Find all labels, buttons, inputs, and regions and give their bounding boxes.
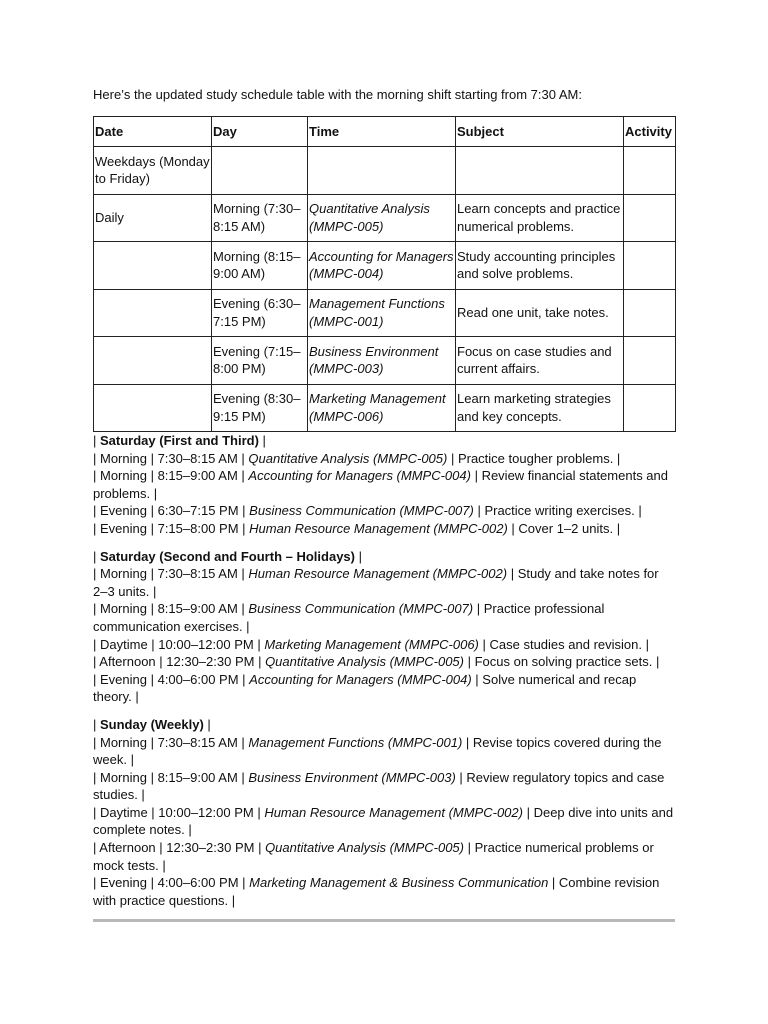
- header-activity: Activity: [624, 117, 676, 147]
- activity-cell: Learn marketing strategies and key concepts.: [456, 384, 624, 432]
- table-cell: [624, 289, 676, 337]
- table-row: [94, 242, 676, 290]
- table-cell: [624, 384, 676, 432]
- table-cell: [212, 147, 308, 195]
- activity-cell: Focus on case studies and current affairs.: [456, 337, 624, 385]
- section-title: | Sunday (Weekly) |: [93, 716, 211, 732]
- activity-cell: Learn concepts and practice numerical problems.: [456, 194, 624, 242]
- table-cell: [308, 147, 456, 195]
- schedule-line: | Daytime | 10:00–12:00 PM | Human Resource Management (MMPC-002) | Deep dive into units and complete notes. |: [93, 804, 674, 838]
- table-row: [94, 194, 676, 242]
- schedule-line: | Daytime | 10:00–12:00 PM | Marketing Management (MMPC-006) | Case studies and revision. |: [93, 636, 649, 652]
- schedule-line: | Afternoon | 12:30–2:30 PM | Quantitative Analysis (MMPC-005) | Practice numerical problems or mock tests. |: [93, 840, 654, 873]
- subject-cell: Business Environment (MMPC-003): [308, 337, 456, 385]
- table-cell: [94, 289, 212, 337]
- table-cell: [624, 337, 676, 385]
- subject-cell: Quantitative Analysis (MMPC-005): [308, 194, 456, 242]
- subject-cell: Accounting for Managers (MMPC-004): [308, 242, 456, 290]
- section-sunday-weekly: [93, 716, 675, 910]
- schedule-line: | Evening | 6:30–7:15 PM | Business Communication (MMPC-007) | Practice writing exercises. |: [93, 503, 642, 519]
- weekdays-label: Weekdays (Monday to Friday): [94, 147, 212, 195]
- activity-cell: Read one unit, take notes.: [456, 289, 624, 337]
- table-row: [94, 384, 676, 432]
- header-time: Time: [308, 117, 456, 147]
- header-day: Day: [212, 117, 308, 147]
- table-cell: [94, 242, 212, 290]
- daily-label: Daily: [94, 194, 212, 242]
- section-title: | Saturday (Second and Fourth – Holidays) |: [93, 548, 362, 564]
- table-row-weekdays: [94, 147, 676, 195]
- table-cell: [94, 337, 212, 385]
- section-title: | Saturday (First and Third) |: [93, 433, 266, 448]
- table-row: [94, 337, 676, 385]
- schedule-line: | Afternoon | 12:30–2:30 PM | Quantitative Analysis (MMPC-005) | Focus on solving practice sets. |: [93, 654, 660, 670]
- time-cell: Morning (8:15–9:00 AM): [212, 242, 308, 290]
- horizontal-rule: [93, 919, 675, 922]
- table-cell: [624, 194, 676, 242]
- header-subject: Subject: [456, 117, 624, 147]
- table-row: [94, 289, 676, 337]
- table-header-row: [94, 117, 676, 147]
- table-cell: [624, 242, 676, 290]
- section-saturday-first-third: [93, 432, 675, 538]
- schedule-line: | Morning | 7:30–8:15 AM | Human Resource Management (MMPC-002) | Study and take notes for 2–3 units. |: [93, 566, 659, 599]
- schedule-line: | Morning | 7:30–8:15 AM | Quantitative Analysis (MMPC-005) | Practice tougher problems. |: [93, 450, 621, 466]
- schedule-line: | Morning | 8:15–9:00 AM | Accounting for Managers (MMPC-004) | Review financial statements and problems. |: [93, 468, 668, 501]
- schedule-line: | Evening | 4:00–6:00 PM | Marketing Management & Business Communication | Combine revision with practice questions. |: [93, 875, 660, 908]
- schedule-line: | Morning | 8:15–9:00 AM | Business Communication (MMPC-007) | Practice professional communication exercises. |: [93, 601, 605, 634]
- subject-cell: Marketing Management (MMPC-006): [308, 384, 456, 432]
- schedule-line: | Evening | 7:15–8:00 PM | Human Resource Management (MMPC-002) | Cover 1–2 units. |: [93, 520, 621, 536]
- activity-cell: Study accounting principles and solve problems.: [456, 242, 624, 290]
- time-cell: Evening (7:15–8:00 PM): [212, 337, 308, 385]
- schedule-table: [93, 116, 676, 432]
- intro-text: Here’s the updated study schedule table with the morning shift starting from 7:30 AM:: [93, 87, 582, 102]
- header-date: Date: [94, 117, 212, 147]
- schedule-sections: [93, 432, 675, 909]
- time-cell: Evening (8:30–9:15 PM): [212, 384, 308, 432]
- time-cell: Morning (7:30–8:15 AM): [212, 194, 308, 242]
- table-cell: [456, 147, 624, 195]
- schedule-line: | Morning | 7:30–8:15 AM | Management Functions (MMPC-001) | Revise topics covered during the week. |: [93, 734, 662, 768]
- table-cell: [624, 147, 676, 195]
- schedule-line: | Morning | 8:15–9:00 AM | Business Environment (MMPC-003) | Review regulatory topics and case studies. |: [93, 769, 665, 803]
- subject-cell: Management Functions (MMPC-001): [308, 289, 456, 337]
- schedule-line: | Evening | 4:00–6:00 PM | Accounting for Managers (MMPC-004) | Solve numerical and recap theory. |: [93, 671, 637, 705]
- document-page: [93, 86, 675, 922]
- section-saturday-second-fourth: [93, 548, 675, 706]
- table-cell: [94, 384, 212, 432]
- time-cell: Evening (6:30–7:15 PM): [212, 289, 308, 337]
